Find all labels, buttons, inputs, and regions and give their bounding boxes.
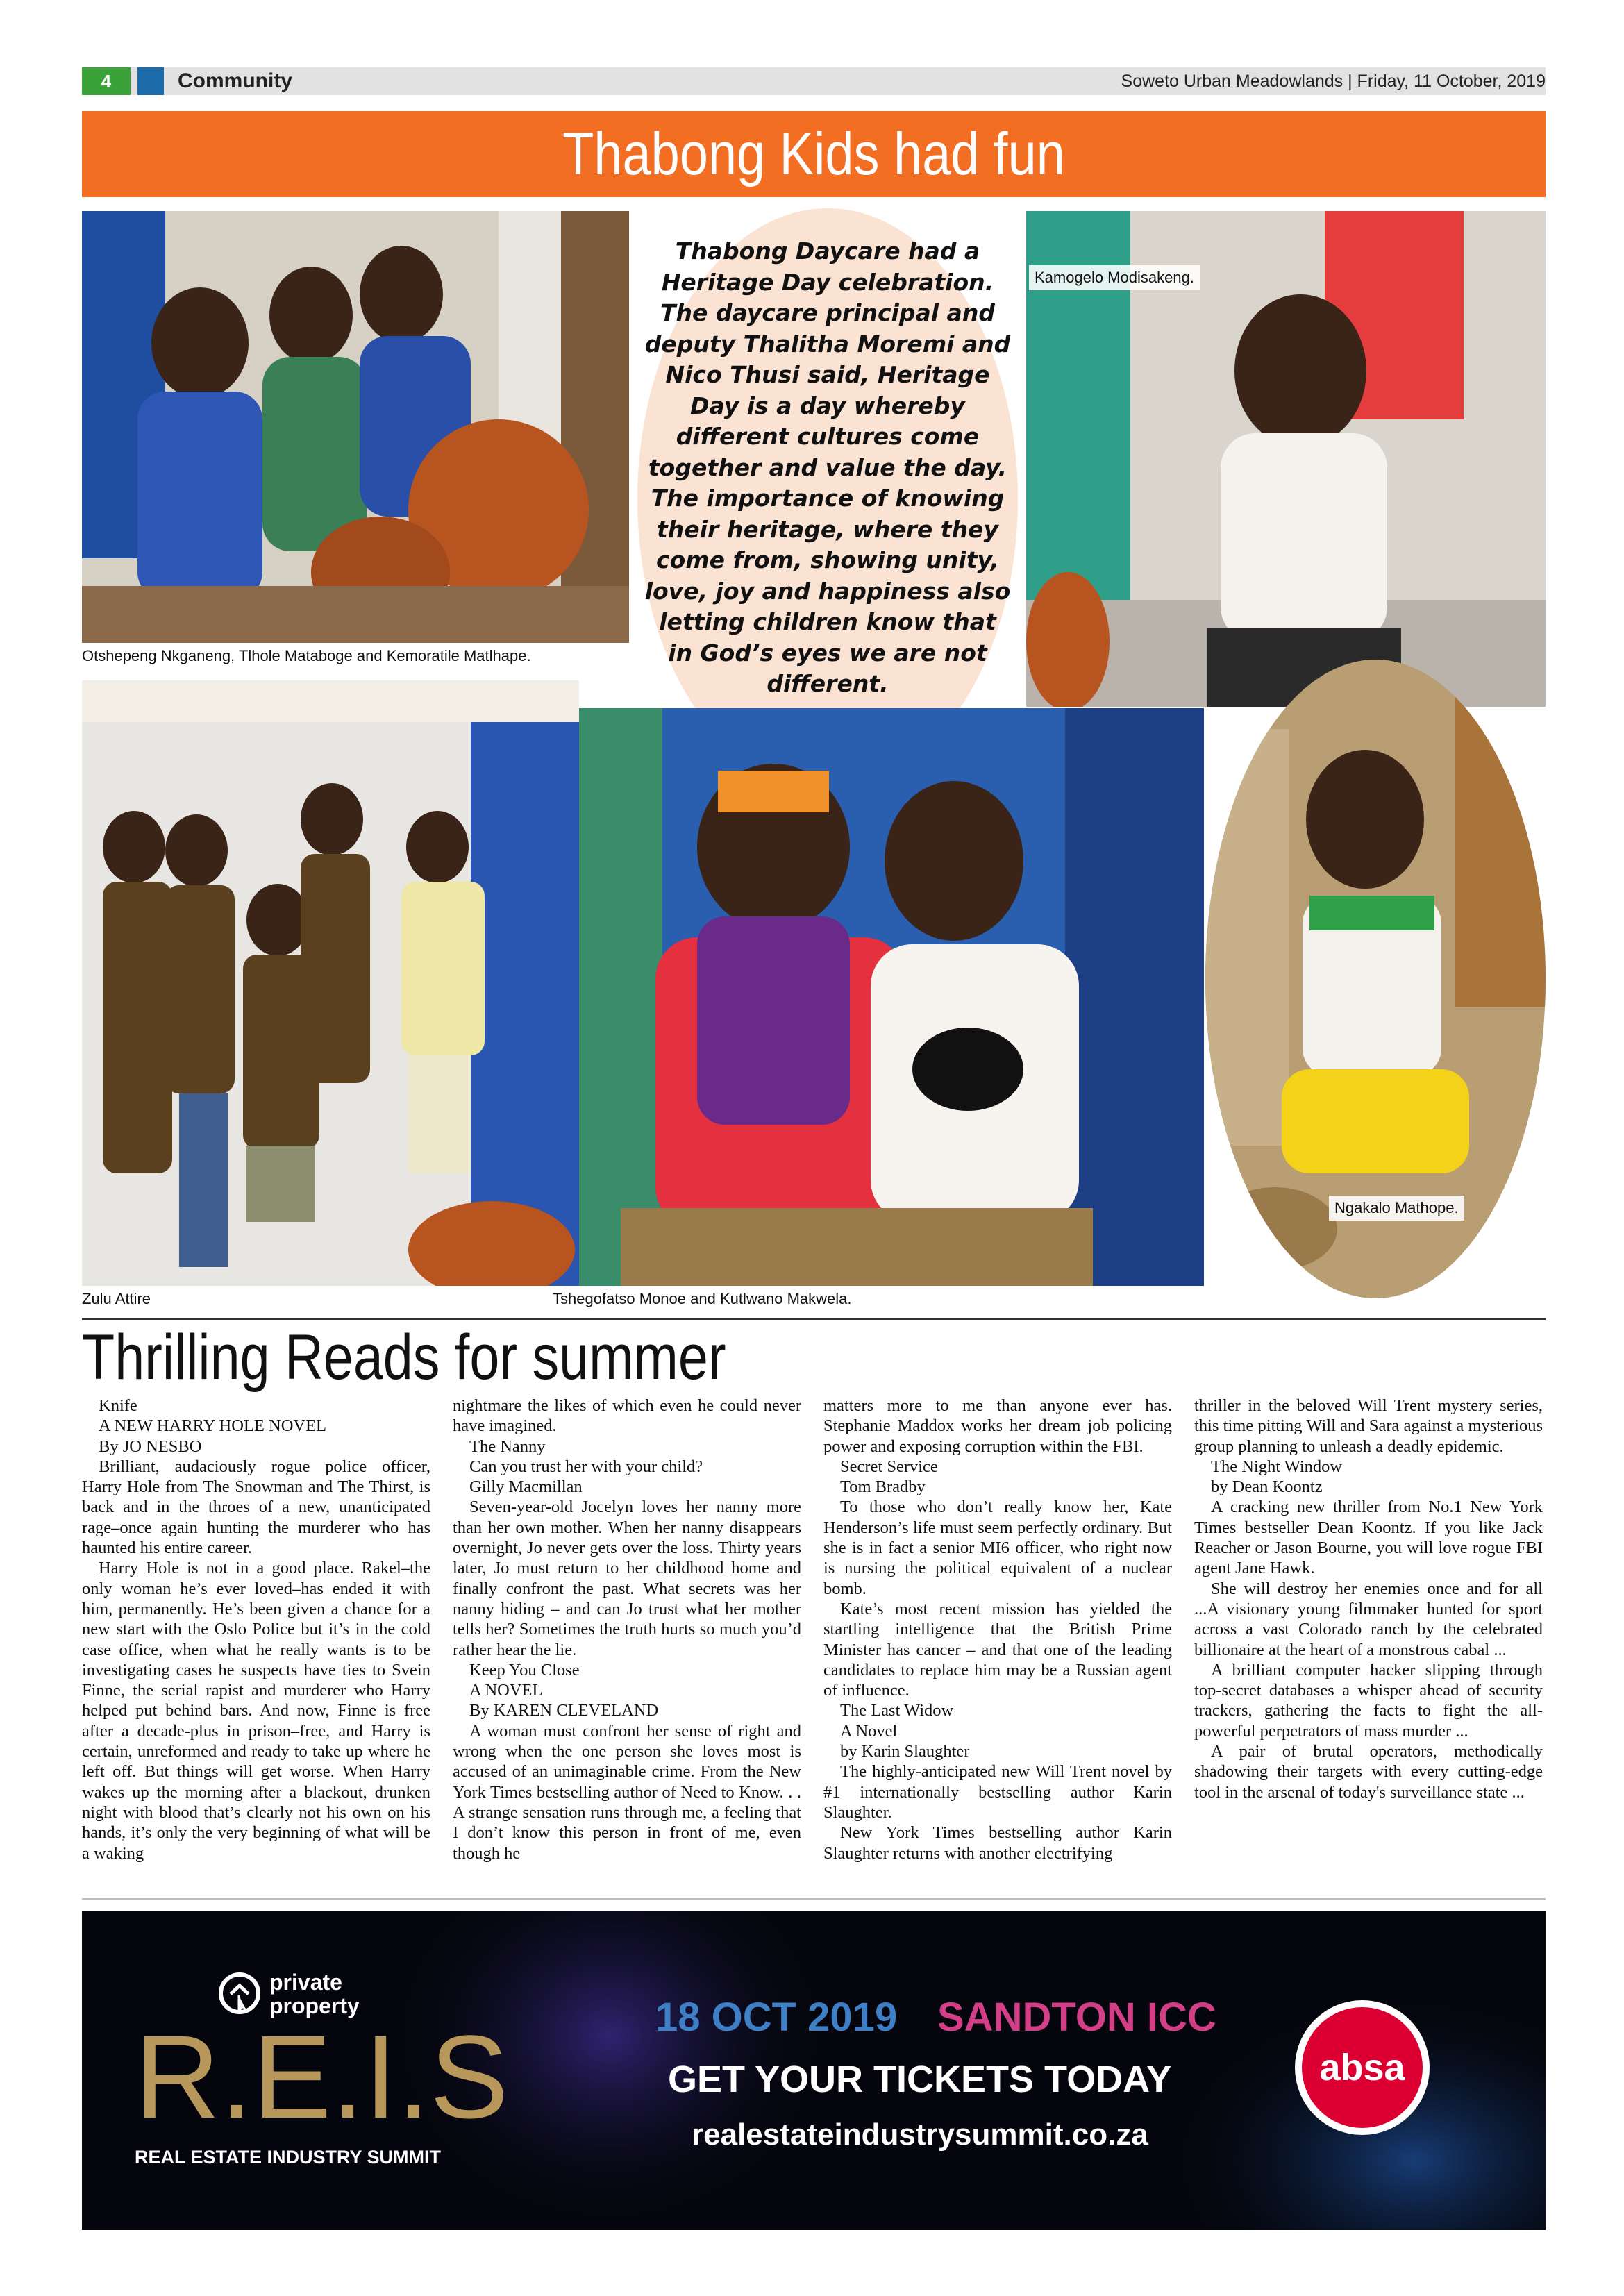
section-name: Community	[178, 69, 292, 92]
col3-para: To those who don’t really know her, Kate Henderson’s life must seem perfectly ordinary. But she is in fact a senior MI6 officer, who right now is nursing the political equivalent of a nuclear bomb.	[823, 1498, 1172, 1598]
col2-para: By KAREN CLEVELAND	[469, 1701, 659, 1720]
col2-para: nightmare the likes of which even he could never have imagined.	[453, 1396, 801, 1436]
photo-children-with-pots	[82, 211, 629, 643]
photo-kamogelo	[1026, 211, 1546, 707]
col3-para: Secret Service	[840, 1457, 938, 1476]
photo-zulu-attire	[82, 680, 579, 1286]
absa-wordmark: absa	[1319, 2047, 1405, 2088]
col2-para: Keep You Close	[469, 1660, 580, 1679]
col3-para: A Novel	[840, 1721, 898, 1741]
books-headline: Thrilling Reads for summer	[82, 1322, 726, 1393]
col1-para: Brilliant, audaciously rogue police officer, Harry Hole from The Snowman and The Thirst, is back and in the throes of a new, unanticipated rage–once again hunting the murderer who has haunted his entire career.	[82, 1457, 430, 1558]
col3-para: The Last Widow	[840, 1701, 954, 1720]
col1-para: By JO NESBO	[99, 1436, 202, 1456]
col4-para: The Night Window	[1211, 1457, 1343, 1476]
photo-ngakalo	[1205, 660, 1546, 1298]
col2-para: Gilly Macmillan	[469, 1477, 583, 1497]
event-name: REAL ESTATE INDUSTRY SUMMIT	[135, 2147, 442, 2168]
brand-line-1: private	[269, 1970, 342, 1995]
col2-para: The Nanny	[469, 1436, 546, 1456]
col1-para: Harry Hole is not in a good place. Rakel–the only woman he’s ever loved–has ended it with him, permanently. He’s been given a chance for a new start with the Oslo Police but it’s in the cold case office, when what he really wants is to be investigating cases he suspects have ties to Svein Finne, the serial rapist and murderer who Harry helped put behind bars. And now, Finne is free after a decade-plus in prison–free, and Harry is certain, unreformed and ready to take up where he left off. But things will get worse. When Harry wakes up the morning after a blackout, drunken night with blood that’s clearly not his own on his hands, it’s only the very beginning of what will be a waking	[82, 1559, 430, 1863]
col4-para: thriller in the beloved Will Trent mystery series, this time pitting Will and Sara against a mysterious group planning to unleash a deadly epidemic.	[1194, 1396, 1543, 1456]
page-number: 4	[82, 67, 131, 95]
caption-photo1: Otshepeng Nkganeng, Tlhole Mataboge and Kemoratile Matlhape.	[82, 647, 531, 664]
publication-dateline: Soweto Urban Meadowlands | Friday, 11 October, 2019	[1121, 72, 1546, 91]
photo-two-girls	[579, 708, 1204, 1286]
advertisement-banner[interactable]	[82, 1911, 1546, 2230]
col3-para: New York Times bestselling author Karin Slaughter returns with another electrifying	[823, 1823, 1172, 1863]
quote-paragraph-1: Thabong Daycare had a Heritage Day celebration. The daycare principal and deputy Thalitha Moremi and Nico Thusi said, Heritage Day is a day whereby different cultures come together and value the day.	[644, 237, 1011, 481]
col2-para: Can you trust her with your child?	[469, 1457, 703, 1476]
ad-divider	[82, 1898, 1546, 1900]
tickets-cta[interactable]: GET YOUR TICKETS TODAY	[668, 2059, 1172, 2100]
col2-para: Seven-year-old Jocelyn loves her nanny more than her own mother. When her nanny disappears overnight, Jo never gets over the loss. Thirty years later, Jo must return to her childhood home and finally confront the past. What secrets was her nanny hiding – and can Jo trust what her mother tells her? Sometimes the truth hurts so much you’d rather hear the lie.	[453, 1498, 801, 1659]
event-url-link[interactable]: realestateindustrysummit.co.za	[692, 2118, 1148, 2152]
col4-para: She will destroy her enemies once and for all ...A visionary young filmmaker hunted for sport across a vast Colorado ranch by the celebrated billionaire at the heart of a monstrous cabal ...	[1194, 1579, 1543, 1659]
books-column-3	[823, 1396, 1172, 1863]
article-headline: Thabong Kids had fun	[562, 121, 1065, 187]
section-marker	[137, 67, 164, 95]
event-venue: SANDTON ICC	[937, 1995, 1216, 2040]
col4-para: A pair of brutal operators, methodically shadowing their targets with every cutting-edge tool in the arsenal of today's surveillance state ...	[1194, 1742, 1543, 1802]
caption-photo4: Tshegofatso Monoe and Kutlwano Makwela.	[553, 1290, 852, 1307]
brand-line-2: property	[269, 1993, 360, 2018]
col4-para: by Dean Koontz	[1211, 1477, 1323, 1497]
col3-para: by Karin Slaughter	[840, 1742, 970, 1761]
pull-quote	[644, 236, 1011, 700]
quote-paragraph-2: The importance of knowing their heritage, where they come from, showing unity, love, joy and happiness also letting children know that in God’s eyes we are not different.	[644, 485, 1011, 697]
col1-para: A NEW HARRY HOLE NOVEL	[99, 1416, 327, 1436]
books-column-4	[1194, 1396, 1543, 1802]
col4-para: A brilliant computer hacker slipping through top-secret databases a whisper ahead of security trackers, gathering the facts to fight the all-powerful perpetrators of mass murder ...	[1194, 1660, 1543, 1741]
reis-logo: R.E.I.S	[135, 2011, 509, 2143]
col4-para: A cracking new thriller from No.1 New York Times bestseller Dean Koontz. If you like Jack Reacher or Jason Bourne, you will love rogue FBI agent Jane Hawk.	[1194, 1498, 1543, 1578]
col2-para: A woman must confront her sense of right and wrong when the one person she loves most is accused of an unimaginable crime. From the New York Times bestselling author of Need to Know. . . A strange sensation runs through me, a feeling that I don’t know this person in front of me, even though he	[453, 1721, 801, 1863]
col3-para: The highly-anticipated new Will Trent novel by #1 internationally bestselling author Karin Slaughter.	[823, 1762, 1172, 1822]
col3-para: matters more to me than anyone ever has. Stephanie Maddox works her dream job policing power and exposing corruption within the FBI.	[823, 1396, 1172, 1456]
books-column-1	[82, 1396, 430, 1863]
books-column-2	[453, 1396, 801, 1863]
caption-photo5: Ngakalo Mathope.	[1329, 1196, 1464, 1221]
absa-logo-icon	[1289, 1994, 1436, 2141]
event-date: 18 OCT 2019	[655, 1995, 898, 2040]
col1-para: Knife	[99, 1396, 137, 1415]
caption-photo2: Kamogelo Modisakeng.	[1029, 265, 1200, 290]
col3-para: Tom Bradby	[840, 1477, 926, 1497]
caption-photo3: Zulu Attire	[82, 1290, 151, 1307]
col3-para: Kate’s most recent mission has yielded the startling intelligence that the British Prime Minister has cancer – and that one of the leading candidates to replace him may be a Russian agent of influence.	[823, 1599, 1172, 1700]
col2-para: A NOVEL	[469, 1681, 543, 1700]
